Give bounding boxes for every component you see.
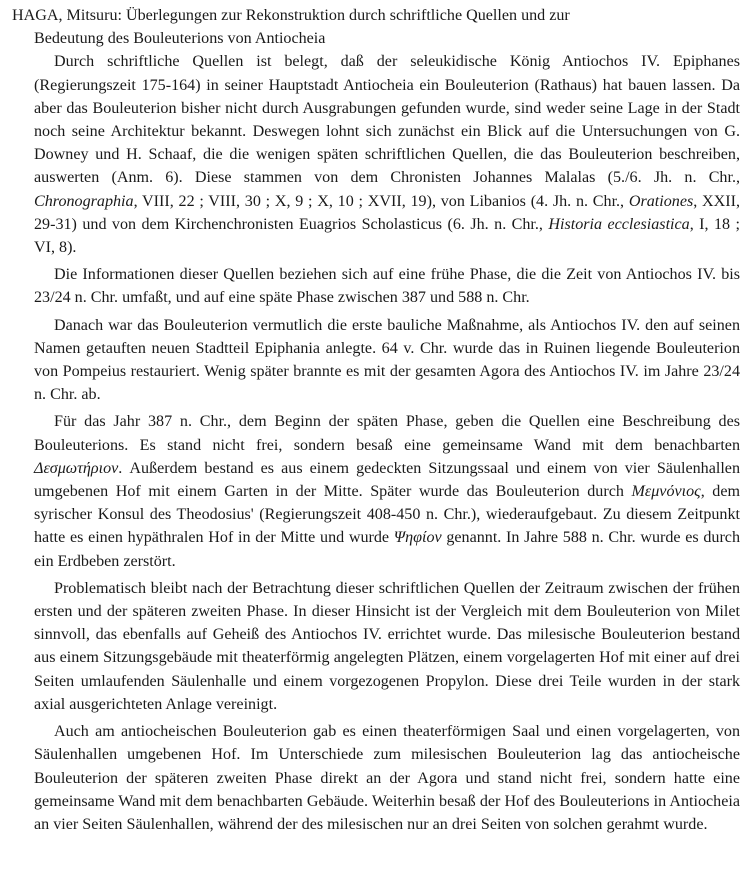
italic-term: Chronographia (34, 192, 134, 210)
italic-term: Μεμνόνιος (631, 483, 701, 501)
body-paragraph (12, 314, 740, 407)
paragraph-text: Die Informationen dieser Quellen beziehen sich auf eine frühe Phase, die die Zeit von Antiochos IV. bis 23/24 n. Chr. umfaßt, und auf eine späte Phase zwischen 387 und 588 n. Chr. (34, 266, 740, 307)
italic-term: Δεσμωτήριον (34, 459, 119, 477)
paragraph-text: genannt. In Jahre 588 n. Chr. wurde es durch ein Erdbeben zerstört. (34, 529, 740, 570)
paragraph-text: , XXII, 29-31) und von dem Kirchenchronisten Euagrios Scholasticus (6. Jh. n. Chr., (34, 192, 740, 233)
italic-term: Ψηφίον (393, 529, 442, 547)
body-paragraph (12, 720, 740, 836)
paragraph-text: Für das Jahr 387 n. Chr., dem Beginn der späten Phase, geben die Quellen eine Beschreibung des Bouleuterions. Es stand nicht frei, sondern besaß eine gemeinsame Wand mit dem benachbarten (34, 413, 740, 454)
paragraph-text: , VIII, 22 ; VIII, 30 ; X, 9 ; X, 10 ; XVII, 19), von Libanios (4. Jh. n. Chr., (133, 192, 629, 210)
italic-term: Orationes (628, 192, 694, 210)
body-paragraph (12, 410, 740, 572)
heading-line-2: Bedeutung des Bouleuterions von Antiocheia (34, 30, 326, 48)
italic-term: Historia ecclesiastica (548, 215, 690, 233)
body-text (12, 50, 740, 836)
paragraph-text: , I, 18 ; VI, 8). (34, 215, 741, 257)
body-paragraph (12, 50, 740, 259)
heading-line-1: HAGA, Mitsuru: Überlegungen zur Rekonstruktion durch schriftliche Quellen und zur (12, 7, 570, 24)
body-paragraph (12, 263, 740, 309)
paragraph-text: Durch schriftliche Quellen ist belegt, daß der seleukidische König Antiochos IV. Epiphanes (Regierungszeit 175-164) in seiner Hauptstadt Antiocheia ein Bouleuterion (Rathaus) hat bauen lassen. Da aber das Bouleuterion bisher nicht durch Ausgrabungen gefunden wurde, sind weder seine Lage in der Stadt noch seine Architektur bekannt. Deswegen lohnt sich zunächst ein Blick auf die Untersuchungen von G. Downey und H. Schaaf, die die wenigen späten schriftlichen Quellen, die das Bouleuterion beschreiben, auswerten (Anm. 6). Diese stammen von dem Chronisten Johannes Malalas (5./6. Jh. n. Chr., (34, 53, 740, 187)
paragraph-text: Problematisch bleibt nach der Betrachtung dieser schriftlichen Quellen der Zeitraum zwischen der frühen ersten und der späteren zweiten Phase. In dieser Hinsicht ist der Vergleich mit dem Bouleuterion von Milet sinnvoll, das ebenfalls auf Geheiß des Antiochos IV. errichtet wurde. Das milesische Bouleuterion bestand aus einem Sitzungsgebäude mit theaterförmig angelegten Plätzen, einem vorgelagerten Hof mit einer auf drei Seiten umlaufenden Säulenhalle und einem vorgezogenen Propylon. Diese drei Teile wurden in der stark axial ausgerichteten Anlage vereinigt. (34, 579, 740, 713)
paragraph-text: , dem syrischer Konsul des Theodosius' (Regierungszeit 408-450 n. Chr.), wiederaufgebaut. Zu diesem Zeitpunkt hatte es einen hypäthralen Hof in der Mitte und wurde (34, 483, 740, 547)
document-heading (12, 4, 740, 50)
paragraph-text: Danach war das Bouleuterion vermutlich die erste bauliche Maßnahme, als Antiochos IV. den auf seinen Namen getauften neuen Stadtteil Epiphania anlegte. 64 v. Chr. wurde das in Ruinen liegende Bouleuterion von Pompeius restauriert. Wenig später brannte es mit der gesamten Agora des Antiochos IV. im Jahre 23/24 n. Chr. ab. (34, 316, 740, 404)
body-paragraph (12, 577, 740, 716)
paragraph-text: . Außerdem bestand es aus einem gedeckten Sitzungssaal und einem von vier Säulenhallen umgebenen Hof mit einem Garten in der Mitte. Später wurde das Bouleuterion durch (34, 459, 740, 501)
paragraph-text: Auch am antiocheischen Bouleuterion gab es einen theaterförmigen Saal und einen vorgelagerten, von Säulenhallen umgebenen Hof. Im Unterschiede zum milesischen Bouleuterion lag das antiocheische Bouleuterion der späteren zweiten Phase direkt an der Agora und stand nicht frei, sondern hatte eine gemeinsame Wand mit dem benachbarten Gebäude. Weiterhin besaß der Hof des Bouleuterions in Antiocheia an vier Seiten Säulenhallen, während der des milesischen nur an drei Seiten von solchen gerahmt wurde. (34, 723, 740, 833)
